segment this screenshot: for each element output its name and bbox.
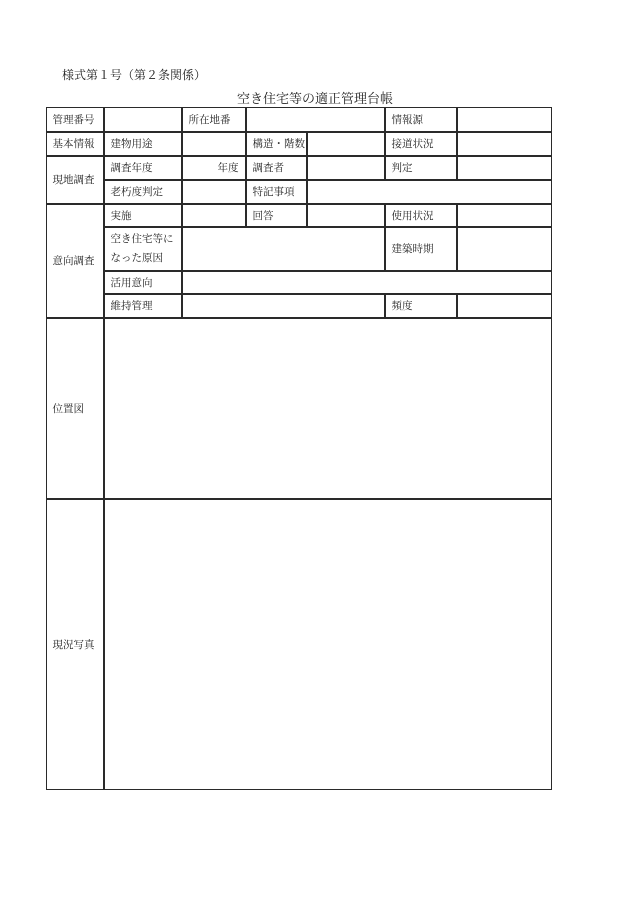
- page-title: 空き住宅等の適正管理台帳: [236, 92, 393, 107]
- structure-floors-field[interactable]: [307, 132, 385, 156]
- management-number-field[interactable]: [104, 107, 182, 132]
- construction-period-field[interactable]: [457, 227, 552, 271]
- answer-label: 回答: [246, 204, 307, 227]
- conducted-field[interactable]: [182, 204, 246, 227]
- info-source-label: 情報源: [385, 107, 457, 132]
- year-suffix: 年度: [217, 162, 239, 174]
- usage-status-label: 使用状況: [385, 204, 457, 227]
- management-number-label: 管理番号: [46, 107, 104, 132]
- location-map-label: 位置図: [46, 318, 104, 499]
- maintenance-label: 維持管理: [104, 294, 182, 318]
- survey-year-field[interactable]: [182, 156, 246, 180]
- current-photos-label: 現況写真: [46, 499, 104, 790]
- vacancy-reason-line-1: 空き住宅等に: [110, 232, 174, 245]
- management-ledger-table: [46, 107, 552, 790]
- frequency-field[interactable]: [457, 294, 552, 318]
- basic-info-section-label: 基本情報: [46, 132, 104, 156]
- deterioration-field[interactable]: [182, 180, 246, 204]
- surveyor-label: 調査者: [246, 156, 307, 180]
- usage-status-field[interactable]: [457, 204, 552, 227]
- info-source-field[interactable]: [457, 107, 552, 132]
- intent-survey-section-label: 意向調査: [46, 204, 104, 318]
- structure-floors-label: 構造・階数: [246, 132, 307, 156]
- conducted-label: 実施: [104, 204, 182, 227]
- answer-field[interactable]: [307, 204, 385, 227]
- construction-period-label: 建築時期: [385, 227, 457, 271]
- special-notes-label: 特記事項: [246, 180, 307, 204]
- judgment-label: 判定: [385, 156, 457, 180]
- road-access-label: 接道状況: [385, 132, 457, 156]
- utilization-intent-label: 活用意向: [104, 271, 182, 294]
- building-use-label: 建物用途: [104, 132, 182, 156]
- vacancy-reason-line-2: なった原因: [110, 251, 163, 264]
- survey-year-label: 調査年度: [104, 156, 182, 180]
- special-notes-field[interactable]: [307, 180, 552, 204]
- current-photos-area[interactable]: [104, 499, 552, 790]
- vacancy-reason-label: [104, 227, 182, 271]
- form-number: 様式第１号（第２条関係）: [62, 68, 207, 82]
- location-label: 所在地番: [182, 107, 246, 132]
- maintenance-field[interactable]: [182, 294, 385, 318]
- deterioration-label: 老朽度判定: [104, 180, 182, 204]
- building-use-field[interactable]: [182, 132, 246, 156]
- field-survey-section-label: 現地調査: [46, 156, 104, 204]
- utilization-intent-field[interactable]: [182, 271, 552, 294]
- judgment-field[interactable]: [457, 156, 552, 180]
- location-map-area[interactable]: [104, 318, 552, 499]
- vacancy-reason-field[interactable]: [182, 227, 385, 271]
- road-access-field[interactable]: [457, 132, 552, 156]
- surveyor-field[interactable]: [307, 156, 385, 180]
- location-field[interactable]: [246, 107, 385, 132]
- frequency-label: 頻度: [385, 294, 457, 318]
